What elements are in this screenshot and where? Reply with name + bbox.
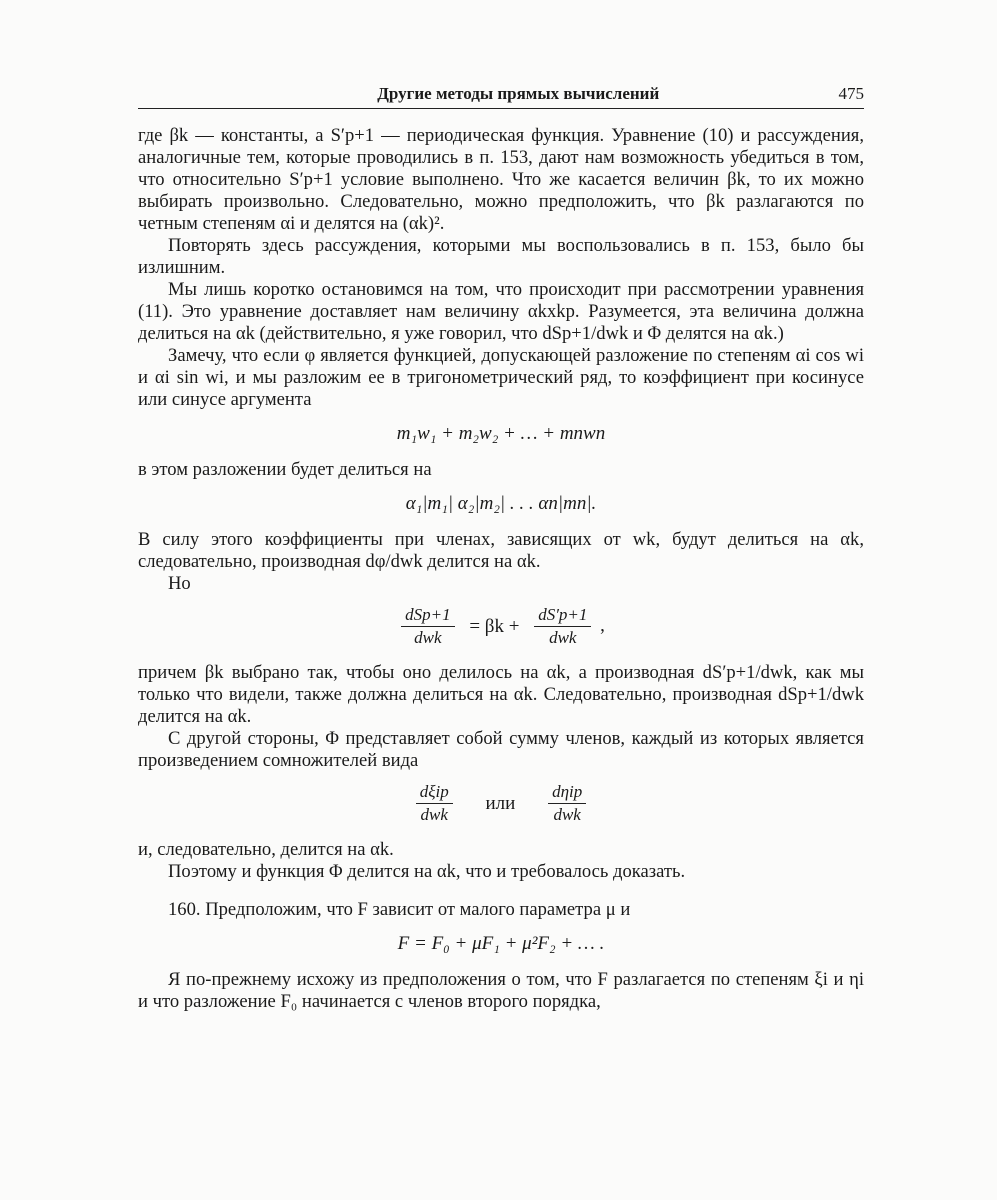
fraction-lhs	[401, 605, 454, 648]
paragraph-2: Повторять здесь рассуждения, которыми мы воспользовались в п. 153, было бы излишним.	[138, 235, 864, 278]
paragraph-6: В силу этого коэффициенты при членах, зависящих от wk, будут делиться на αk, следовательно, производная dφ/dwk делится на αk.	[138, 529, 864, 572]
paragraph-9: С другой стороны, Φ представляет собой сумму членов, каждый из которых является произведением сомножителей вида	[138, 728, 864, 771]
fraction-rhs	[534, 605, 591, 648]
equation-factors	[138, 782, 864, 825]
equation-or: или	[485, 792, 516, 814]
equation-middle: = βk +	[469, 615, 520, 637]
equation-divisor: α₁|m₁| α₂|m₂| . . . αn|mn|.	[405, 493, 597, 514]
running-header	[138, 84, 864, 109]
paragraph-10: и, следовательно, делится на αk.	[138, 839, 394, 860]
paragraph-11: Поэтому и функция Φ делится на αk, что и требовалось доказать.	[168, 861, 686, 882]
paragraph-3: Мы лишь коротко остановимся на том, что происходит при рассмотрении уравнения (11). Это уравнение доставляет нам величину αkxkp. Разумеется, эта величина должна делиться на αk (действительно, я уже говорил, что dSp+1/dwk и Φ делятся на αk.)	[138, 279, 864, 344]
fraction-xi-denominator: dwk	[420, 805, 448, 824]
fraction-eta	[548, 782, 586, 825]
equation-expansion: F = F₀ + μF₁ + μ²F₂ + … .	[397, 933, 605, 954]
paragraph-8: причем βk выбрано так, чтобы оно делилось на αk, а производная dS′p+1/dwk, как мы только что видели, также должна делиться на αk. Следовательно, производная dSp+1/dwk делится на αk.	[138, 662, 864, 727]
paragraph-1: где βk — константы, а S′p+1 — периодическая функция. Уравнение (10) и рассуждения, аналогичные тем, которые проводились в п. 153, дают нам возможность убедиться в том, что относительно S′p+1 условие выполнено. Что же касается величин βk, то их можно выбирать произвольно. Следовательно, можно предположить, что βk разлагаются по четным степеням αi и делятся на (αk)².	[138, 125, 864, 234]
paragraph-5: в этом разложении будет делиться на	[138, 459, 432, 480]
fraction-lhs-numerator: dSp+1	[401, 605, 454, 627]
fraction-lhs-denominator: dwk	[414, 628, 442, 647]
header-title: Другие методы прямых вычислений	[377, 84, 660, 103]
section-gap	[138, 883, 864, 899]
fraction-rhs-numerator: dS′p+1	[534, 605, 591, 627]
paragraph-12: 160. Предположим, что F зависит от малого параметра μ и	[168, 899, 631, 920]
paragraph-13: Я по-прежнему исхожу из предположения о том, что F разлагается по степеням ξi и ηi и что разложение F₀ начинается с членов второго порядка,	[138, 969, 864, 1012]
paragraph-4: Замечу, что если φ является функцией, допускающей разложение по степеням αi cos wi и αi sin wi, и мы разложим ее в тригонометрический ряд, то коэффициент при косинусе или синусе аргумента	[138, 345, 864, 410]
equation-tail: ,	[600, 614, 605, 636]
page-number: 475	[838, 84, 864, 103]
paragraph-7: Но	[168, 573, 191, 594]
page	[138, 84, 864, 1013]
equation-derivative	[138, 605, 864, 648]
fraction-rhs-denominator: dwk	[549, 628, 577, 647]
fraction-xi	[416, 782, 453, 825]
fraction-eta-numerator: dηip	[548, 782, 586, 804]
equation-argument: m₁w₁ + m₂w₂ + … + mnwn	[396, 423, 606, 444]
fraction-eta-denominator: dwk	[553, 805, 581, 824]
fraction-xi-numerator: dξip	[416, 782, 453, 804]
